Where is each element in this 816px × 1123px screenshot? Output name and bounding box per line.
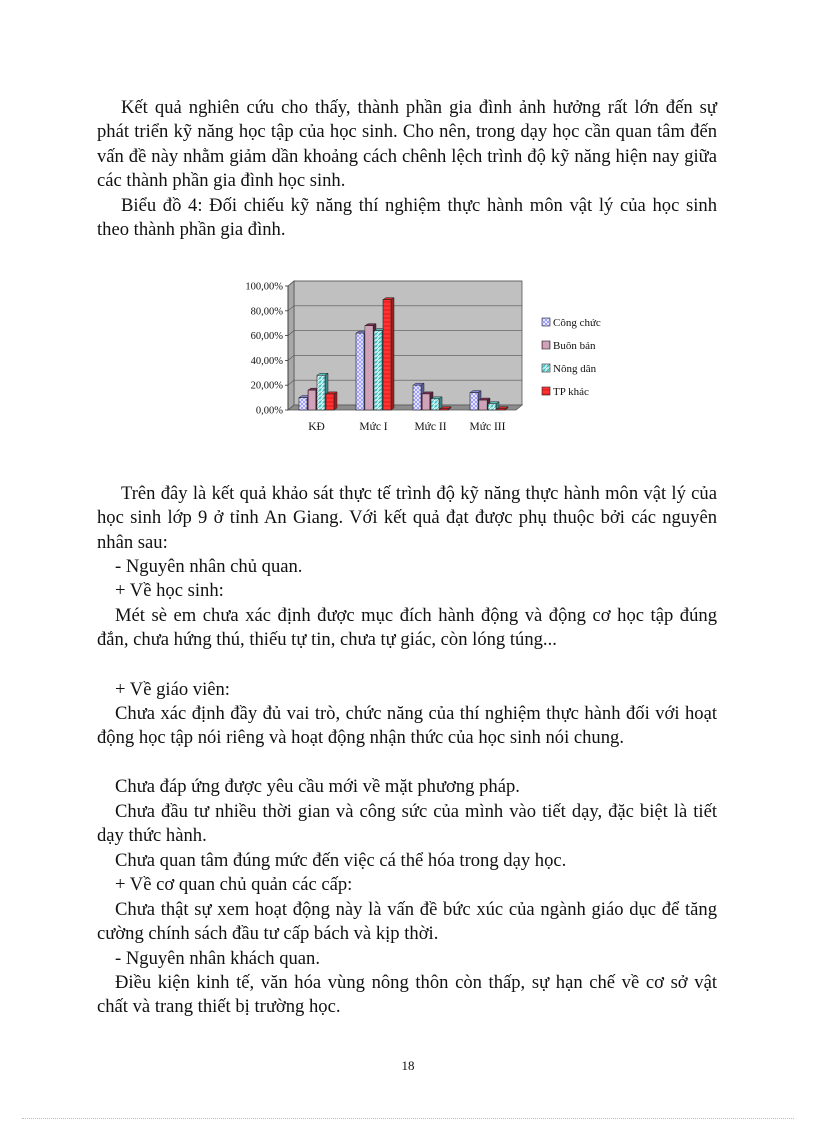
chart-legend-label: TP khác [553, 386, 589, 398]
about-students-heading: + Về học sinh: [115, 580, 224, 601]
chart-legend-label: Nông dân [553, 363, 597, 375]
teachers-text-1: Chưa xác định đầy đủ vai trò, chức năng của thí nghiệm thực hành đối với hoạt động học tập nói riêng và hoạt động nhận thức của học sinh nói chung. [97, 703, 717, 749]
chart-legend-swatch [542, 341, 550, 349]
about-teachers-heading: + Về giáo viên: [115, 679, 230, 700]
survey-paragraph: Trên đây là kết quả khảo sát thực tế trình độ kỹ năng thực hành môn vật lý của học sinh lớp 9 ở tỉnh An Giang. Với kết quả đạt được phụ thuộc bởi các nguyên nhân sau: [97, 483, 717, 553]
bar-chart [222, 272, 622, 447]
chart-bar [326, 392, 337, 410]
page-bottom-border [22, 1118, 794, 1119]
chart-x-tick-labels [308, 421, 505, 433]
chart-y-tick-label: 60,00% [250, 331, 283, 343]
chart-legend-swatch [542, 318, 550, 326]
chart-x-tick-label: KĐ [308, 421, 325, 433]
chart-x-tick-label: Mức III [469, 421, 506, 433]
chart-bar [431, 397, 442, 410]
chart-legend-label: Buôn bán [553, 340, 596, 352]
chart-legend [542, 317, 601, 398]
chart-y-tick-label: 20,00% [250, 380, 283, 392]
objective-causes-heading: - Nguyên nhân khách quan. [115, 948, 320, 969]
chart-bar [383, 298, 394, 410]
teachers-text-2: Chưa đáp ứng được yêu cầu mới về mặt phương pháp. [115, 776, 520, 797]
chart-y-tick-label: 100,00% [245, 281, 283, 293]
page-number: 18 [401, 1058, 415, 1073]
chart-y-tick-labels [245, 282, 288, 417]
chart-y-tick-label: 0,00% [255, 405, 283, 417]
chart-legend-label: Công chức [553, 317, 601, 329]
chart-x-tick-label: Mức II [414, 421, 447, 433]
teachers-text-4: Chưa quan tâm đúng mức đến việc cá thể hóa trong dạy học. [115, 850, 567, 871]
chart-legend-swatch [542, 387, 550, 395]
chart-svg [222, 272, 622, 447]
students-text: Mét sè em chưa xác định được mục đích hành động và động cơ học tập đúng đắn, chưa hứng thú, thiếu tự tin, chưa tự giác, còn lóng túng... [97, 605, 717, 651]
chart-x-tick-label: Mức I [359, 421, 388, 433]
chart-y-tick-label: 40,00% [250, 355, 283, 367]
teachers-text-3: Chưa đầu tư nhiều thời gian và công sức của mình vào tiết dạy, đặc biệt là tiết dạy thức hành. [97, 801, 717, 847]
chart-caption: Biểu đồ 4: Đối chiếu kỹ năng thí nghiệm thực hành môn vật lý của học sinh theo thành phần gia đình. [97, 195, 717, 241]
authorities-text: Chưa thật sự xem hoạt động này là vấn đề bức xúc của ngành giáo dục để tăng cường chính sách đầu tư cấp bách và kịp thời. [97, 899, 717, 945]
subjective-causes-heading: - Nguyên nhân chủ quan. [115, 556, 303, 577]
objective-text: Điều kiện kinh tế, văn hóa vùng nông thôn còn thấp, sự hạn chế về cơ sở vật chất và trang thiết bị trường học. [97, 972, 717, 1018]
chart-legend-swatch [542, 364, 550, 372]
intro-paragraph: Kết quả nghiên cứu cho thấy, thành phần gia đình ảnh hưởng rất lớn đến sự phát triển kỹ năng học tập của học sinh. Cho nên, trong dạy học cần quan tâm đến vấn đề này nhằm giảm dần khoảng cách chênh lệch trình độ kỹ năng hiện nay giữa các thành phần gia đình học sinh. [97, 97, 717, 191]
about-authorities-heading: + Về cơ quan chủ quản các cấp: [115, 874, 353, 895]
chart-y-tick-label: 80,00% [250, 306, 283, 318]
chart-side-wall [288, 281, 294, 410]
